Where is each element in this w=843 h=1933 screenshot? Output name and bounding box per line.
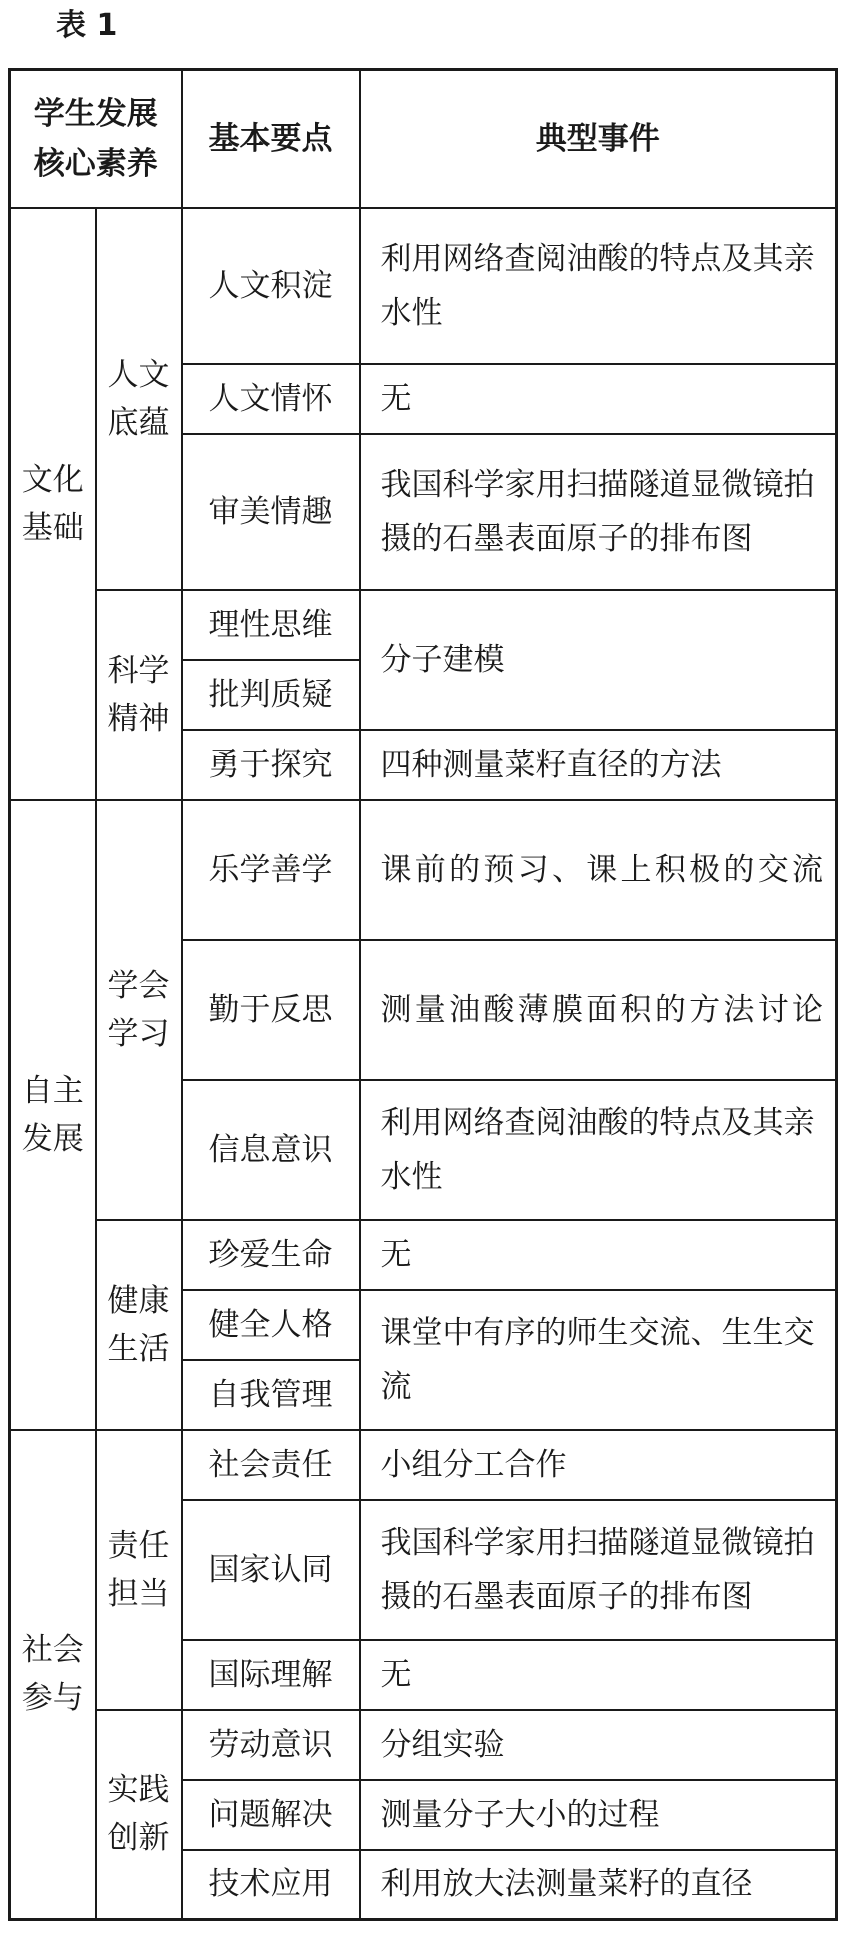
table-caption: 表 1 — [56, 8, 118, 43]
point-cell: 人文积淀 — [182, 208, 360, 364]
event-cell: 分子建模 — [360, 590, 837, 730]
event-cell: 小组分工合作 — [360, 1430, 837, 1500]
point-cell: 问题解决 — [182, 1780, 360, 1850]
point-cell: 信息意识 — [182, 1080, 360, 1220]
point-cell: 自我管理 — [182, 1360, 360, 1430]
point-cell: 技术应用 — [182, 1850, 360, 1920]
header-row — [10, 70, 837, 208]
point-cell: 批判质疑 — [182, 660, 360, 730]
event-cell: 无 — [360, 1640, 837, 1710]
event-cell: 我国科学家用扫描隧道显微镜拍摄的石墨表面原子的排布图 — [360, 1500, 837, 1640]
point-cell: 乐学善学 — [182, 800, 360, 940]
point-cell: 审美情趣 — [182, 434, 360, 590]
event-cell: 利用网络查阅油酸的特点及其亲水性 — [360, 208, 837, 364]
point-cell: 珍爱生命 — [182, 1220, 360, 1290]
sub-responsibility: 责任担当 — [96, 1430, 182, 1710]
event-cell: 利用网络查阅油酸的特点及其亲水性 — [360, 1080, 837, 1220]
point-cell: 国家认同 — [182, 1500, 360, 1640]
domain-autonomy: 自主发展 — [10, 800, 96, 1430]
event-cell: 无 — [360, 1220, 837, 1290]
domain-society: 社会参与 — [10, 1430, 96, 1920]
point-cell: 国际理解 — [182, 1640, 360, 1710]
point-cell: 勤于反思 — [182, 940, 360, 1080]
table-row — [10, 800, 837, 940]
event-cell: 课前的预习、课上积极的交流 — [360, 800, 837, 940]
table-row — [10, 590, 837, 660]
header-events: 典型事件 — [360, 70, 837, 208]
point-cell: 人文情怀 — [182, 364, 360, 434]
sub-science: 科学精神 — [96, 590, 182, 800]
event-cell: 我国科学家用扫描隧道显微镜拍摄的石墨表面原子的排布图 — [360, 434, 837, 590]
point-cell: 劳动意识 — [182, 1710, 360, 1780]
point-cell: 勇于探究 — [182, 730, 360, 800]
table-row — [10, 1430, 837, 1500]
table-row — [10, 1710, 837, 1780]
event-cell: 无 — [360, 364, 837, 434]
header-core: 学生发展核心素养 — [10, 70, 182, 208]
core-competency-table — [8, 68, 838, 1921]
point-cell: 社会责任 — [182, 1430, 360, 1500]
domain-culture: 文化基础 — [10, 208, 96, 800]
sub-learning: 学会学习 — [96, 800, 182, 1220]
event-cell: 利用放大法测量菜籽的直径 — [360, 1850, 837, 1920]
sub-practice: 实践创新 — [96, 1710, 182, 1920]
point-cell: 理性思维 — [182, 590, 360, 660]
table-row — [10, 208, 837, 364]
table-row — [10, 1220, 837, 1290]
event-cell: 课堂中有序的师生交流、生生交流 — [360, 1290, 837, 1430]
point-cell: 健全人格 — [182, 1290, 360, 1360]
event-cell: 测量分子大小的过程 — [360, 1780, 837, 1850]
event-cell: 分组实验 — [360, 1710, 837, 1780]
header-points: 基本要点 — [182, 70, 360, 208]
sub-health: 健康生活 — [96, 1220, 182, 1430]
event-cell: 测量油酸薄膜面积的方法讨论 — [360, 940, 837, 1080]
sub-humanities: 人文底蕴 — [96, 208, 182, 590]
event-cell: 四种测量菜籽直径的方法 — [360, 730, 837, 800]
